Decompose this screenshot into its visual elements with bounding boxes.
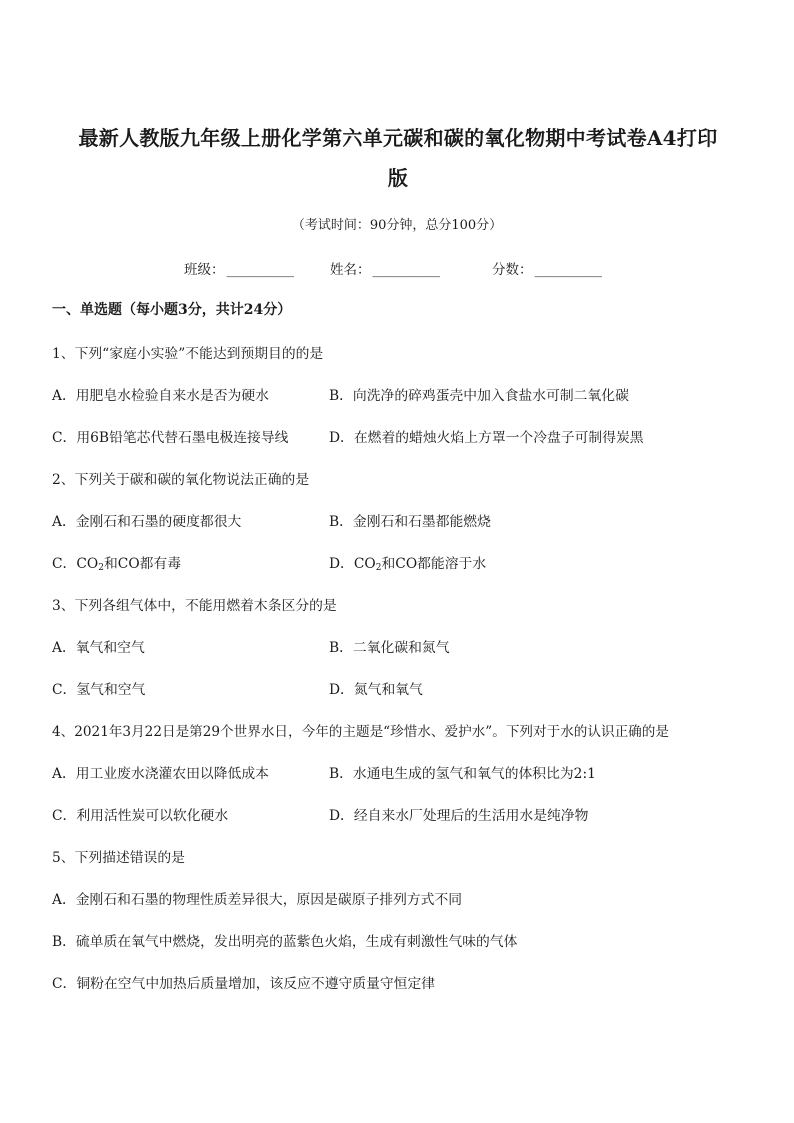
question-stem: 1、下列“家庭小实验”不能达到预期目的的是 xyxy=(52,346,324,362)
formula: CO xyxy=(353,556,376,572)
option-b: B．硫单质在氧气中燃烧，发出明亮的蓝紫色火焰，生成有刺激性气味的气体 xyxy=(52,934,518,950)
option-b: B．向洗净的碎鸡蛋壳中加入食盐水可制二氧化碳 xyxy=(329,388,629,404)
option-c xyxy=(52,552,181,573)
subscript: 2 xyxy=(375,563,382,573)
option-letter: D． xyxy=(329,556,354,572)
option-b: B．水通电生成的氢气和氧气的体积比为2:1 xyxy=(329,766,596,782)
subscript: 2 xyxy=(98,563,104,573)
option-d xyxy=(329,552,486,573)
score-blank: __________ xyxy=(534,262,602,278)
option-text: 和CO都能溶于水 xyxy=(381,556,487,572)
option-a: A．氧气和空气 xyxy=(52,640,145,656)
option-d: D．经自来水厂处理后的生活用水是纯净物 xyxy=(329,808,589,824)
name-label: 姓名： xyxy=(330,262,371,278)
option-a: A．金刚石和石墨的硬度都很大 xyxy=(52,514,242,530)
option-b: B．金刚石和石墨都能燃烧 xyxy=(329,514,491,530)
name-blank: __________ xyxy=(372,262,440,278)
option-text: 和CO都有毒 xyxy=(103,556,182,572)
section-heading: 一、单选题（每小题3分，共计24分） xyxy=(52,302,292,318)
question-stem: 3、下列各组气体中，不能用燃着木条区分的是 xyxy=(52,598,337,614)
option-d: D．在燃着的蜡烛火焰上方罩一个冷盘子可制得炭黑 xyxy=(329,430,644,446)
option-c: C．氢气和空气 xyxy=(52,682,146,698)
class-blank: __________ xyxy=(226,262,294,278)
class-field xyxy=(184,258,294,278)
option-letter: C． xyxy=(52,556,77,572)
option-a: A．金刚石和石墨的物理性质差异很大，原因是碳原子排列方式不同 xyxy=(52,892,463,908)
formula: CO xyxy=(76,556,99,572)
class-label: 班级： xyxy=(184,262,225,278)
option-c: C．铜粉在空气中加热后质量增加，该反应不遵守质量守恒定律 xyxy=(52,976,436,992)
option-b: B．二氧化碳和氮气 xyxy=(329,640,450,656)
exam-duration-note: （考试时间：90分钟，总分100分） xyxy=(291,218,503,233)
option-a: A．用肥皂水检验自来水是否为硬水 xyxy=(52,388,269,404)
exam-title-continued: 版 xyxy=(387,166,409,190)
option-d: D．氮气和氧气 xyxy=(329,682,423,698)
score-label: 分数： xyxy=(492,262,533,278)
question-stem: 4、2021年3月22日是第29个世界水日，今年的主题是“珍惜水、爱护水”。下列对于水的认识正确的是 xyxy=(52,724,669,740)
option-c: C．利用活性炭可以软化硬水 xyxy=(52,808,229,824)
name-field xyxy=(330,258,440,278)
question-stem: 2、下列关于碳和碳的氧化物说法正确的是 xyxy=(52,472,310,488)
exam-title: 最新人教版九年级上册化学第六单元碳和碳的氧化物期中考试卷A4打印 xyxy=(78,126,718,150)
score-field xyxy=(492,258,602,278)
question-stem: 5、下列描述错误的是 xyxy=(52,850,185,866)
option-c: C．用6B铅笔芯代替石墨电极连接导线 xyxy=(52,430,289,446)
option-a: A．用工业废水浇灌农田以降低成本 xyxy=(52,766,269,782)
